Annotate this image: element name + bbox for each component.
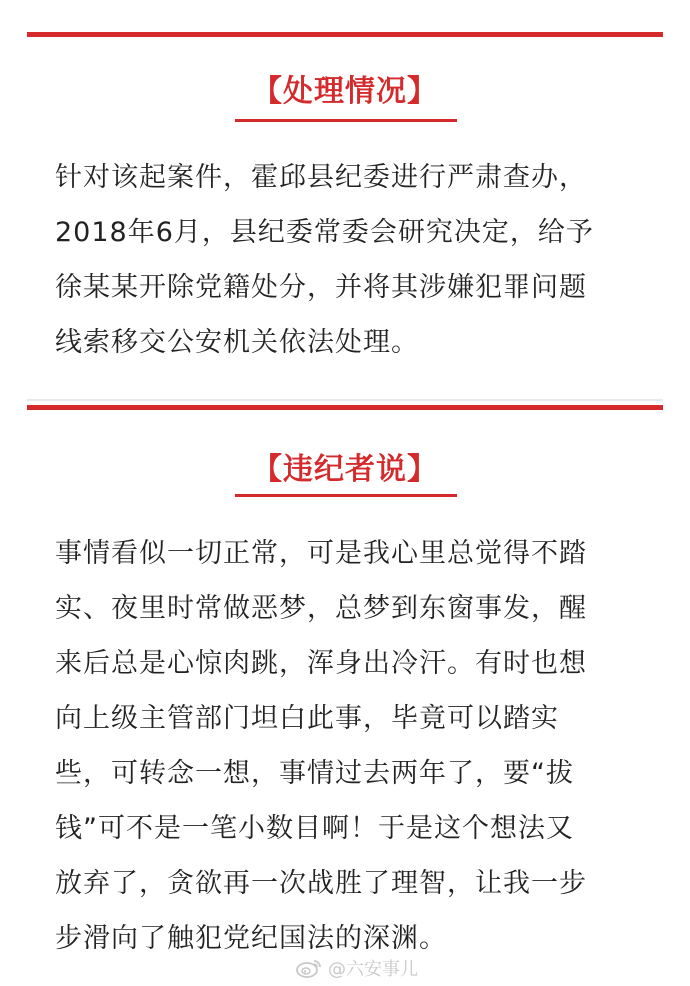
- paragraph-line: 实、夜里时常做恶梦，总梦到东窗事发，醒: [55, 593, 587, 624]
- handling-paragraph: [55, 150, 655, 370]
- paragraph-line: 来后总是心惊肉跳，浑身出冷汗。有时也想: [55, 648, 587, 679]
- paragraph-line: 徐某某开除党籍处分，并将其涉嫌犯罪问题: [55, 272, 587, 303]
- paragraph-line: 向上级主管部门坦白此事，毕竟可以踏实: [55, 703, 559, 734]
- heading-underline: [235, 119, 457, 122]
- paragraph-line: 放弃了，贪欲再一次战胜了理智，让我一步: [55, 868, 587, 899]
- violator-paragraph: [55, 526, 655, 966]
- paragraph-line: 步滑向了触犯党纪国法的深渊。: [55, 923, 447, 954]
- paragraph-line: 些，可转念一想，事情过去两年了，要“拔: [55, 758, 574, 789]
- paragraph-line: 针对该起案件，霍邱县纪委进行严肃查办，: [55, 162, 587, 193]
- watermark: [296, 955, 418, 981]
- divider-shadow: [27, 399, 663, 401]
- watermark-text: @六安事儿: [328, 959, 418, 980]
- paragraph-line: 2018年6月，县纪委常委会研究决定，给予: [55, 217, 594, 248]
- paragraph-line: 线索移交公安机关依法处理。: [55, 327, 419, 358]
- middle-divider: [27, 405, 663, 410]
- paragraph-line: 事情看似一切正常，可是我心里总觉得不踏: [55, 538, 587, 569]
- paragraph-line: 钱”可不是一笔小数目啊！于是这个想法又: [55, 813, 574, 844]
- weibo-icon: [296, 958, 322, 978]
- section-heading-handling: 【处理情况】: [252, 74, 438, 109]
- top-divider: [27, 32, 663, 37]
- section-heading-violator-says: 【违纪者说】: [252, 452, 438, 487]
- heading-underline: [235, 494, 457, 497]
